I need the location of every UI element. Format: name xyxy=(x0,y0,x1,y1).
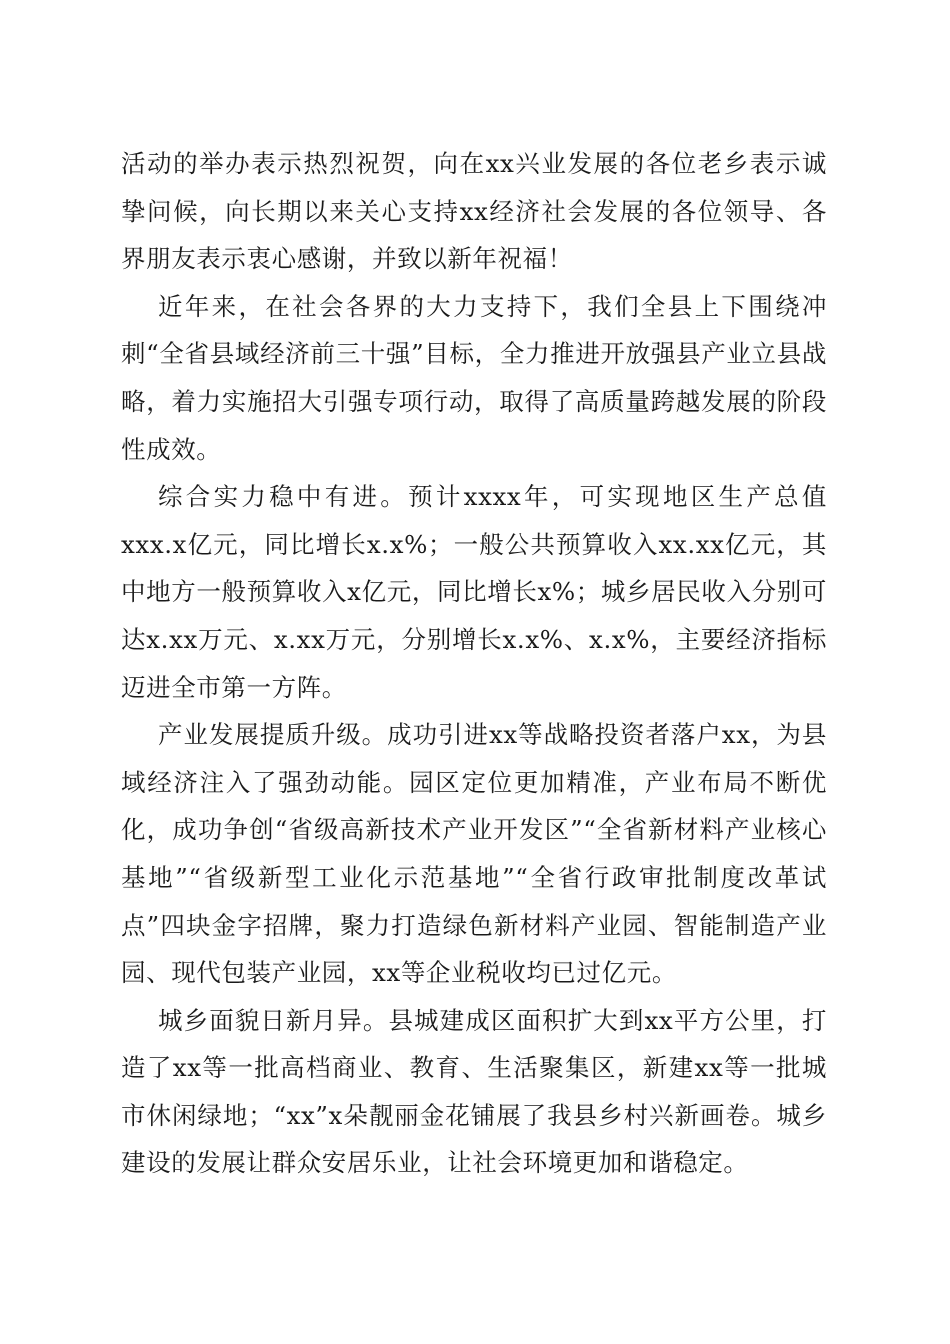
document-body xyxy=(121,140,827,1187)
paragraph-5: 城乡面貌日新月异。县城建成区面积扩大到xx平方公里，打造了xx等一批高档商业、教育、生活聚集区，新建xx等一批城市休闲绿地；“xx”x朵靓丽金花铺展了我县乡村兴新画卷。城乡建设的发展让群众安居乐业，让社会环境更加和谐稳定。 xyxy=(121,1005,827,1178)
paragraph-4: 产业发展提质升级。成功引进xx等战略投资者落户xx，为县域经济注入了强劲动能。园区定位更加精准，产业布局不断优化，成功争创“省级高新技术产业开发区”“全省新材料产业核心基地”“省级新型工业化示范基地”“全省行政审批制度改革试点”四块金字招牌，聚力打造绿色新材料产业园、智能制造产业园、现代包装产业园，xx等企业税收均已过亿元。 xyxy=(121,720,827,988)
paragraph-3: 综合实力稳中有进。预计xxxx年，可实现地区生产总值xxx.x亿元，同比增长x.x%；一般公共预算收入xx.xx亿元，其中地方一般预算收入x亿元，同比增长x%；城乡居民收入分别可达x.xx万元、x.xx万元，分别增长x.x%、x.x%，主要经济指标迈进全市第一方阵。 xyxy=(121,482,827,702)
paragraph-1: 活动的举办表示热烈祝贺，向在xx兴业发展的各位老乡表示诚挚问候，向长期以来关心支持xx经济社会发展的各位领导、各界朋友表示衷心感谢，并致以新年祝福！ xyxy=(121,149,827,274)
paragraph-2: 近年来，在社会各界的大力支持下，我们全县上下围绕冲刺“全省县域经济前三十强”目标，全力推进开放强县产业立县战略，着力实施招大引强专项行动，取得了高质量跨越发展的阶段性成效。 xyxy=(121,291,827,464)
